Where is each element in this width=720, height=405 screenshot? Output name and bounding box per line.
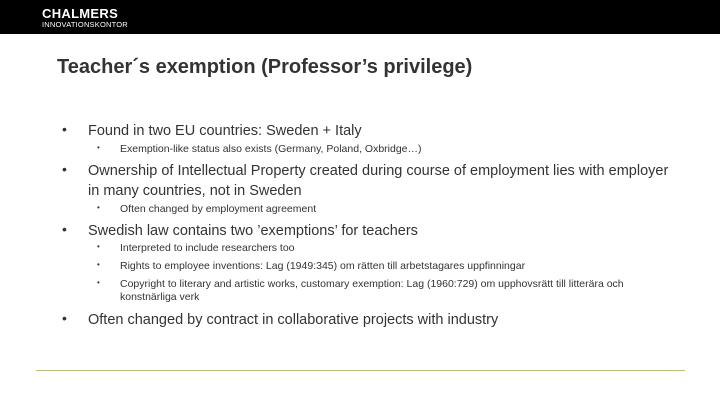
header-bar — [0, 0, 720, 34]
footer-divider — [36, 370, 685, 371]
bullet-marker: • — [62, 310, 67, 326]
sub-bullet-text: Often changed by employment agreement — [120, 203, 317, 215]
sub-bullet-text: Exemption-like status also exists (Germany, Poland, Oxbridge…) — [120, 143, 422, 155]
bullet-text: Ownership of Intellectual Property created during course of employment lies with employer in many countries, not in Sweden — [88, 163, 669, 199]
slide-title: Teacher´s exemption (Professor’s privilege) — [57, 56, 473, 78]
sub-bullet-text: Interpreted to include researchers too — [120, 242, 295, 254]
sub-bullet-marker: • — [97, 242, 100, 251]
logo-main-text: CHALMERS — [42, 6, 119, 21]
sub-bullet-marker: • — [97, 278, 100, 287]
sub-bullet-marker: • — [97, 143, 100, 152]
bullet-text: Often changed by contract in collaborative projects with industry — [88, 312, 499, 328]
bullet-text: Found in two EU countries: Sweden + Italy — [88, 123, 362, 139]
bullet-text: Swedish law contains two ’exemptions’ for teachers — [88, 223, 418, 239]
bullet-marker: • — [62, 161, 67, 177]
bullet-marker: • — [62, 221, 67, 237]
chalmers-logo — [42, 7, 128, 29]
bullet-marker: • — [62, 121, 67, 137]
sub-bullet-text: Rights to employee inventions: Lag (1949:345) om rätten till arbetstagares uppfinningar — [120, 260, 526, 272]
logo-sub-text: INNOVATIONSKONTOR — [42, 20, 128, 29]
sub-bullet-marker: • — [97, 203, 100, 212]
sub-bullet-text: Copyright to literary and artistic works, customary exemption: Lag (1960:729) om upphovsrätt till litterära och konstnärliga verk — [120, 278, 624, 303]
sub-bullet-marker: • — [97, 260, 100, 269]
